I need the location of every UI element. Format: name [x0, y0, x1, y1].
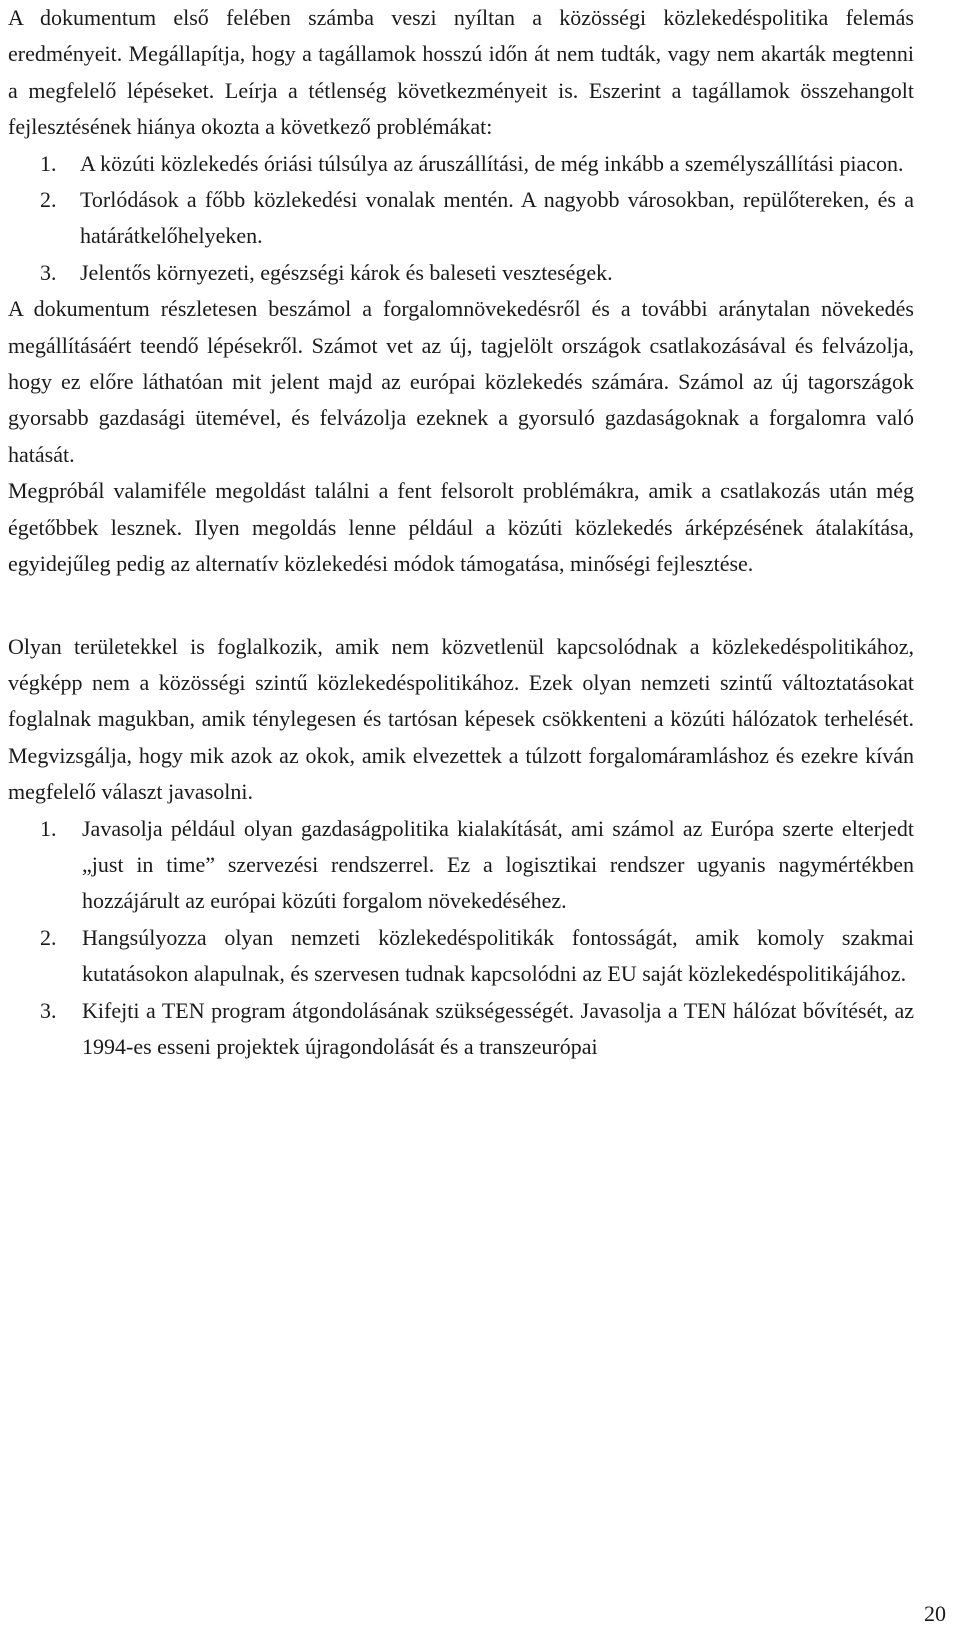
list-item	[8, 993, 914, 1066]
list-item	[8, 811, 914, 920]
list-item-text: Hangsúlyozza olyan nemzeti közlekedéspolitikák fontosságát, amik komoly szakmai kutatásokon alapulnak, és szervesen tudnak kapcsolódni az EU saját közlekedéspolitikájához.	[82, 924, 914, 987]
list-number: 3.	[40, 259, 57, 285]
list-item-text: Javasolja például olyan gazdaságpolitika kialakítását, ami számol az Európa szerte elterjedt „just in time” szervezési rendszerrel. Ez a logisztikai rendszer ugyanis nagymértékben hozzájárult az európai közúti forgalom növekedéséhez.	[82, 815, 914, 914]
growth-paragraph: A dokumentum részletesen beszámol a forgalomnövekedésről és a további aránytalan növekedés megállításáért teendő lépésekről. Számot vet az új, tagjelölt országok csatlakozásával és felvázolja, hogy ez előre láthatóan mit jelent majd az európai közlekedés számára. Számol az új tagországok gyorsabb gazdasági ütemével, és felvázolja ezeknek a gyorsuló gazdaságoknak a forgalomra való hatását.	[8, 296, 914, 467]
list-item	[8, 182, 914, 255]
list-item-text: Kifejti a TEN program átgondolásának szükségességét. Javasolja a TEN hálózat bővítését, az 1994-es esseni projektek újragondolását és a transzeurópai	[82, 997, 914, 1059]
list-number: 2.	[40, 924, 57, 950]
list-number: 1.	[40, 815, 57, 841]
problems-list	[8, 146, 914, 292]
list-item	[8, 920, 914, 993]
list-number: 1.	[40, 150, 57, 176]
list-number: 2.	[40, 187, 57, 213]
page-body	[8, 0, 914, 1065]
national-policy-paragraph: Olyan területekkel is foglalkozik, amik nem közvetlenül kapcsolódnak a közlekedéspolitikához, végképp nem a közösségi szintű közlekedéspolitikához. Ezek olyan nemzeti szintű változtatásokat foglalnak magukban, amik ténylegesen és tartósan képesek csökkenteni a közúti hálózatok terhelését. Megvizsgálja, hogy mik azok az okok, amik elvezettek a túlzott forgalomáramláshoz és ezekre kíván megfelelő választ javasolni.	[8, 633, 914, 805]
solution-paragraph: Megpróbál valamiféle megoldást találni a fent felsorolt problémákra, amik a csatlakozás után még égetőbbek lesznek. Ilyen megoldás lenne például a közúti közlekedés árképzésének átalakítása, egyidejűleg pedig az alternatív közlekedési módok támogatása, minőségi fejlesztése.	[8, 478, 914, 577]
list-item-text: Jelentős környezeti, egészségi károk és baleseti veszteségek.	[80, 259, 613, 285]
list-item-text: Torlódások a főbb közlekedési vonalak mentén. A nagyobb városokban, repülőtereken, és a határátkelőhelyeken.	[80, 187, 914, 249]
intro-paragraph: A dokumentum első felében számba veszi nyíltan a közösségi közlekedéspolitika felemás eredményeit. Megállapítja, hogy a tagállamok hosszú időn át nem tudták, vagy nem akarták megtenni a megfelelő lépéseket. Leírja a tétlenség következményeit is. Eszerint a tagállamok összehangolt fejlesztésének hiánya okozta a következő problémákat:	[8, 5, 914, 140]
page-number: 20	[924, 1601, 946, 1626]
list-item	[8, 255, 914, 291]
list-number: 3.	[40, 997, 57, 1023]
proposals-list	[8, 811, 914, 1066]
list-item	[8, 146, 914, 182]
paragraph-gap	[8, 583, 914, 629]
list-item-text: A közúti közlekedés óriási túlsúlya az áruszállítási, de még inkább a személyszállítási piacon.	[80, 150, 904, 176]
